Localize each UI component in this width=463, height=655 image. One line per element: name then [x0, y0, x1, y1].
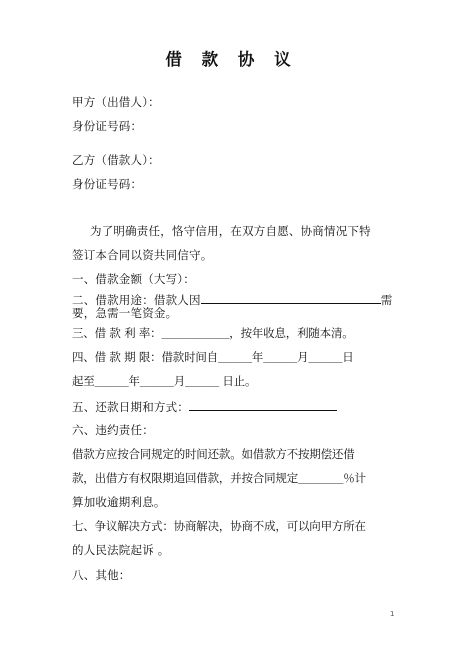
clause-6-line-3: 算加收逾期利息。 [72, 495, 166, 509]
clause-8-other: 八、其他： [72, 568, 131, 582]
clause-4-term-line-2: 起至＿＿＿年＿＿＿月＿＿＿ 日止。 [72, 374, 257, 388]
clause-2-suffix: 需 [380, 293, 393, 307]
clause-6-heading: 六、违约责任： [72, 423, 154, 437]
clause-4-term-line-1: 四、借 款 期 限：借款时间自＿＿＿年＿＿＿月＿＿＿日 [72, 350, 354, 364]
clause-5-label: 五、还款日期和方式： [72, 400, 189, 414]
party-a-id-label: 身份证号码： [72, 119, 143, 133]
page-number: 1 [390, 610, 395, 618]
preamble-line-1: 为了明确责任，恪守信用，在双方自愿、协商情况下特 [90, 224, 371, 238]
clause-2-prefix: 二、借款用途：借款人因 [72, 293, 201, 307]
purpose-blank [201, 291, 381, 304]
document-title: 借 款 协 议 [165, 50, 298, 69]
party-b-id-label: 身份证号码： [72, 177, 143, 191]
clause-5-repayment [72, 398, 337, 415]
clause-6-line-1: 借款方应按合同规定的时间还款。如借款方不按期偿还借 [72, 447, 355, 461]
clause-7-line-1: 七、争议解决方式：协商解决，协商不成，可以向甲方所在 [72, 519, 366, 533]
clause-7-line-2: 的人民法院起诉 。 [72, 543, 170, 557]
clause-6-line-2: 款，出借方有权限期追回借款，并按合同规定＿＿＿＿％计 [72, 471, 366, 485]
clause-1-amount: 一、借款金额（大写）： [72, 272, 195, 286]
preamble-line-2: 签订本合同以资共同信守。 [72, 248, 213, 262]
clause-3-interest: 三、借 款 利 率：＿＿＿＿＿＿，按年收息，利随本清。 [72, 326, 354, 340]
repayment-blank [189, 398, 337, 411]
party-b-label: 乙方（借款人）： [72, 153, 160, 167]
clause-2-line-2: 要，急需一笔资金。 [72, 306, 178, 320]
party-a-label: 甲方（出借人）： [72, 95, 160, 109]
